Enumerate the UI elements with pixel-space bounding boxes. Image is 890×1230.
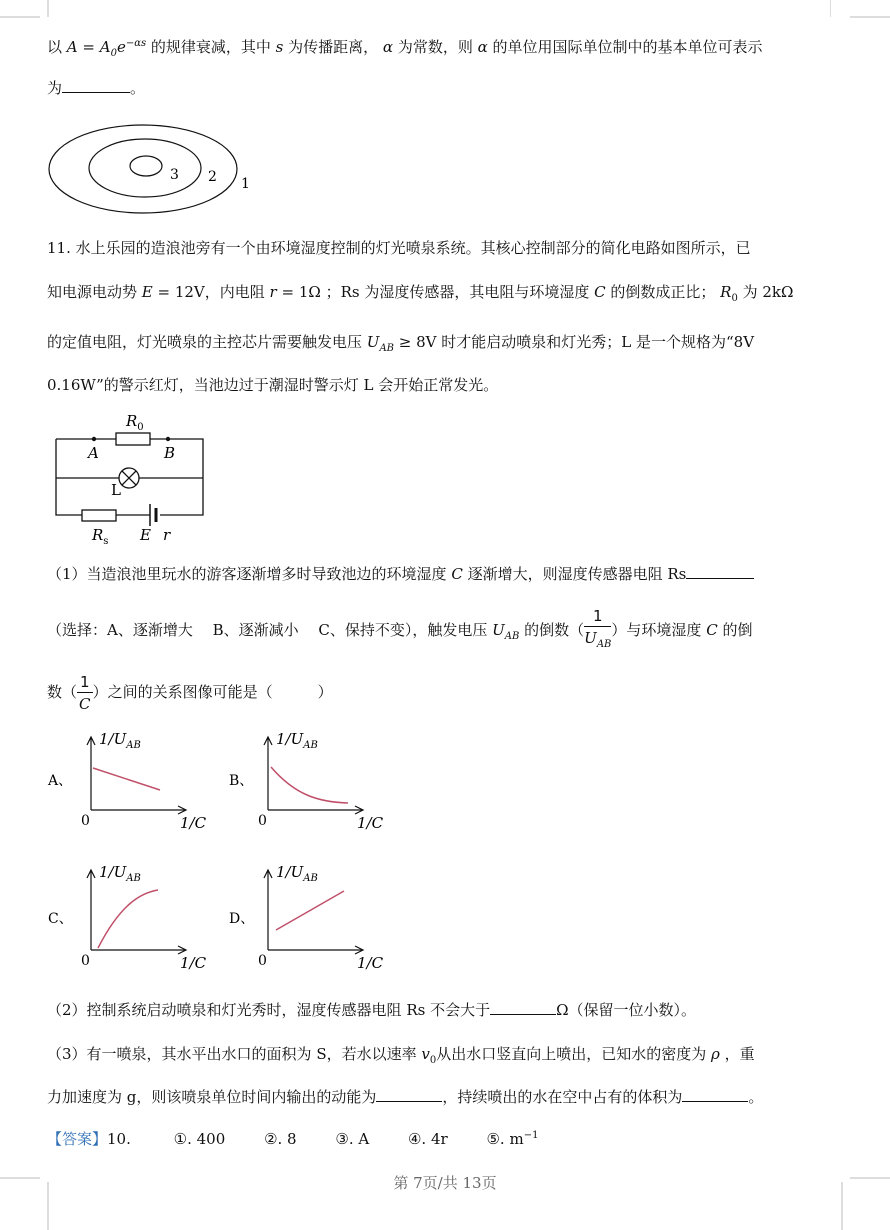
internal-resistance-label: r	[163, 526, 171, 544]
y-axis-label: $1/U_{AB}$	[99, 863, 141, 884]
answer-blank[interactable]	[490, 1000, 556, 1015]
q3-line-2: 力加速度为 g，则该喷泉单位时间内输出的动能为 ，持续喷出的水在空中占有的体积为 。	[47, 1088, 764, 1106]
option-label: C、	[48, 911, 73, 927]
lamp-label: L	[111, 481, 121, 499]
answer-blank[interactable]	[62, 78, 130, 93]
graph-option-c[interactable]	[47, 858, 222, 973]
graph-option-b[interactable]	[228, 725, 403, 840]
p11-line-4: 0.16W”的警示红灯，当池边过于潮湿时警示灯 L 会开始正常发光。	[47, 376, 499, 394]
emf-label: E	[140, 526, 151, 544]
option-label: A、	[48, 773, 73, 789]
x-axis-label: 1/C	[357, 954, 384, 972]
y-axis-label: $1/U_{AB}$	[276, 863, 318, 884]
origin-label: 0	[258, 953, 267, 969]
p11-line-3: 的定值电阻，灯光喷泉的主控芯片需要触发电压 $U_{AB} \ge 8V$ 时才能启动喷泉和灯光秀；L 是一个规格为“8V	[47, 333, 755, 354]
graph-curve	[276, 891, 344, 930]
graph-option-d[interactable]	[228, 858, 403, 973]
corner-mark-top-left	[0, 0, 60, 30]
ring-label-1: 1	[241, 176, 250, 192]
graph-curve	[98, 890, 158, 948]
node-b-label: B	[164, 444, 176, 462]
p11-line-1: 11. 水上乐园的造浪池旁有一个由环境湿度控制的灯光喷泉系统。其核心控制部分的简化电路如图所示，已	[47, 239, 751, 257]
svg-text:R0: $R_0$	[126, 412, 144, 433]
origin-label: 0	[258, 813, 267, 829]
answer-blank[interactable]	[376, 1087, 442, 1102]
fraction-1-over-c: $\frac{1}{C}$	[77, 672, 93, 715]
concentric-rings-figure	[45, 120, 265, 220]
option-label: B、	[229, 773, 254, 789]
y-axis-label: $1/U_{AB}$	[276, 730, 318, 751]
node-a-label: A	[88, 444, 99, 462]
circuit-diagram	[48, 408, 218, 548]
q1-line-3: 数（ $\frac{1}{C}$ ）之间的关系图像可能是（ ）	[47, 672, 333, 713]
origin-label: 0	[81, 953, 90, 969]
answer-blank[interactable]	[686, 564, 754, 579]
answer-line: 【答案】10. ①. 400 ②. 8 ③. A ④. 4r ⑤. $m^{-1}$	[47, 1130, 539, 1148]
q1-line-1: （1）当造浪池里玩水的游客逐渐增多时导致池边的环境湿度 C 逐渐增大，则湿度传感器电阻 Rs	[47, 564, 754, 584]
graph-option-a[interactable]	[47, 725, 222, 840]
q1-line-2: （选择：A、逐渐增大 B、逐渐减小 C、保持不变），触发电压 $U_{AB}$ 的倒数（ $\frac{1}{U_{AB}}$ ）与环境湿度 C 的倒	[47, 606, 752, 659]
x-axis-label: 1/C	[357, 814, 384, 832]
x-axis-label: 1/C	[180, 954, 207, 972]
option-label: D、	[229, 911, 255, 927]
answer-blank[interactable]	[682, 1087, 748, 1102]
y-axis-label: $1/U_{AB}$	[99, 730, 141, 751]
corner-mark-top-right	[830, 0, 890, 30]
q2-line: （2）控制系统启动喷泉和灯光秀时，湿度传感器电阻 Rs 不会大于 Ω（保留一位小数）。	[47, 1001, 697, 1019]
svg-text:Rs: $R_s$	[92, 526, 109, 547]
q3-line-1: （3）有一喷泉，其水平出水口的面积为 S，若水以速率 $v_0$从出水口竖直向上喷出，已知水的密度为 ρ ，重	[47, 1045, 755, 1066]
p11-line-2: 知电源电动势 E = 12V，内电阻 r = 1Ω ；Rs 为湿度传感器，其电阻与环境湿度 C 的倒数成正比； $R_0$ 为 2kΩ	[47, 283, 794, 304]
ring-label-3: 3	[170, 167, 179, 183]
ring-label-2: 2	[208, 169, 217, 185]
graph-curve	[93, 768, 160, 790]
origin-label: 0	[81, 813, 90, 829]
fraction-1-over-uab: $\frac{1}{U_{AB}}$	[584, 607, 612, 650]
p10-line-2: 为 。	[47, 79, 146, 97]
p10-line-1: 以 $A = A_0e^{-\alpha s}$ 的规律衰减，其中 s 为传播距离， α 为常数，则 α 的单位用国际单位制中的基本单位可表示	[47, 38, 763, 59]
x-axis-label: 1/C	[180, 814, 207, 832]
page-footer: 第 7页/共 13页	[393, 1174, 497, 1192]
graph-curve	[271, 767, 348, 803]
answer-tag: 【答案】	[47, 1130, 108, 1148]
